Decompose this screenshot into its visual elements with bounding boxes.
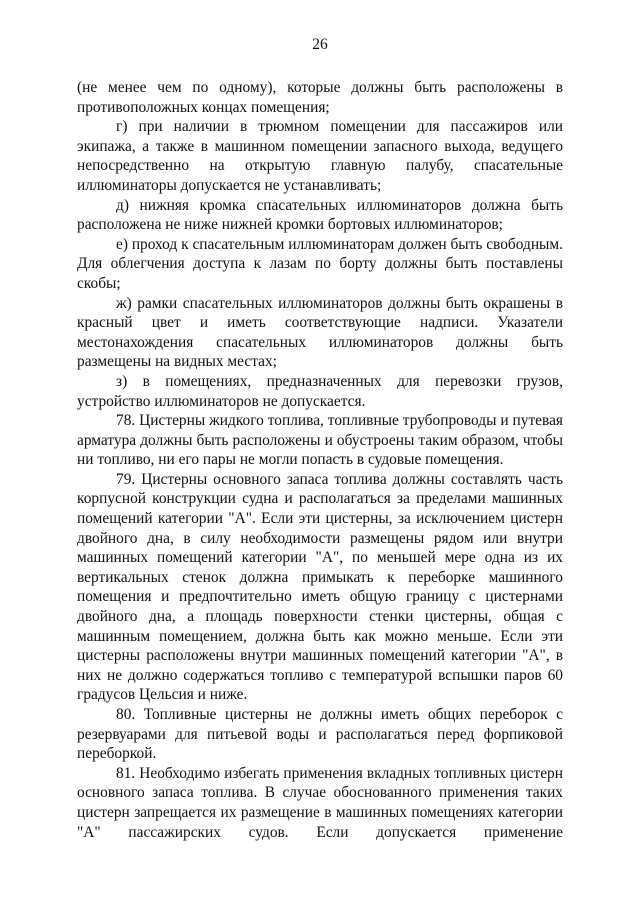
paragraph-81: 81. Необходимо избегать применения вкладных топливных цистерн основного запаса топлива. В случае обоснованного применения таких цистерн запрещается их размещение в машинных помещениях категории "А" пассажирских судов. Если допускается применение: [77, 764, 563, 841]
paragraph-78: 78. Цистерны жидкого топлива, топливные трубопроводы и путевая арматура должны быть расположены и обустроены таким образом, чтобы ни топливо, ни его пары не могли попасть в судовые помещения.: [77, 412, 563, 469]
paragraph-80: 80. Топливные цистерны не должны иметь общих переборок с резервуарами для питьевой воды и располагаться перед форпиковой переборкой.: [77, 706, 563, 763]
paragraph-continuation: (не менее чем по одному), которые должны быть расположены в противоположных концах помещения;: [77, 79, 563, 116]
page-number: 26: [312, 36, 328, 53]
paragraph-item-zh: ж) рамки спасательных иллюминаторов должны быть окрашены в красный цвет и иметь соответствующие надписи. Указатели местонахождения спасательных иллюминаторов должны быть размещены на видных местах;: [77, 294, 563, 371]
paragraph-item-z: з) в помещениях, предназначенных для перевозки грузов, устройство иллюминаторов не допускается.: [77, 372, 563, 410]
paragraph-79: 79. Цистерны основного запаса топлива должны составлять часть корпусной конструкции судна и располагаться за пределами машинных помещений категории "А". Если эти цистерны, за исключением цистерн двойного дна, в силу необходимости размещены рядом или внутри машинных помещений категории "А", по меньшей мере одна из их вертикальных стенок должна примыкать к переборке машинного помещения и предпочтительно иметь общую границу с цистернами двойного дна, а площадь поверхности стенки цистерны, общая с машинным помещением, должна быть как можно меньше. Если эти цистерны расположены внутри машинных помещений категории "А", в них не должно содержаться топливо с температурой вспышки паров 60 градусов Цельсия и ниже.: [77, 470, 563, 704]
paragraph-item-e: е) проход к спасательным иллюминаторам должен быть свободным. Для облегчения доступа к лазам по борту должны быть поставлены скобы;: [77, 235, 563, 292]
document-body: [77, 78, 563, 842]
paragraph-item-d: д) нижняя кромка спасательных иллюминаторов должна быть расположена не ниже нижней кромки бортовых иллюминаторов;: [77, 196, 563, 234]
paragraph-item-g: г) при наличии в трюмном помещении для пассажиров или экипажа, а также в машинном помещении запасного выхода, ведущего непосредственно на открытую главную палубу, спасательные иллюминаторы допускается не устанавливать;: [77, 118, 563, 194]
